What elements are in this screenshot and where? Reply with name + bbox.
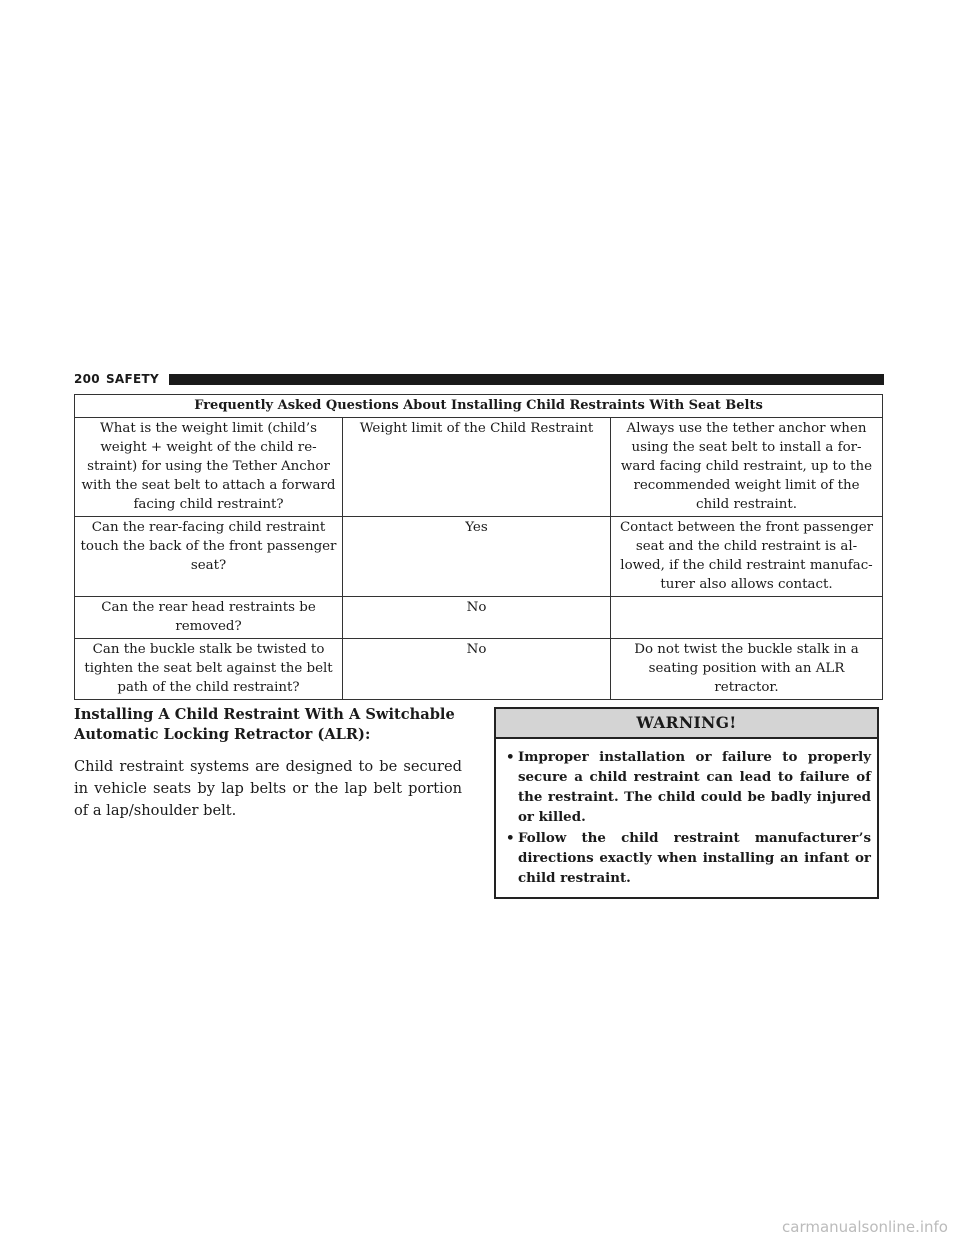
warning-list xyxy=(496,739,877,897)
page-number: 200 xyxy=(74,372,100,386)
question-cell: Can the rear-facing child restraint touch the back of the front passenger seat? xyxy=(75,517,343,597)
warning-text: Improper installation or failure to properly secure a child restraint can lead to failure of the restraint. The child could be badly injured or killed. xyxy=(518,749,871,825)
table-row xyxy=(75,639,883,700)
table-row xyxy=(75,597,883,639)
faq-table-caption: Frequently Asked Questions About Installing Child Restraints With Seat Belts xyxy=(75,395,883,418)
page-label xyxy=(74,372,159,386)
note-cell: Contact between the front passenger seat and the child restraint is al-lowed, if the child restraint manufac-turer also allows contact. xyxy=(611,517,883,597)
bullet-icon: • xyxy=(506,749,515,765)
list-item xyxy=(506,747,871,827)
page-header xyxy=(74,372,884,386)
question-cell: What is the weight limit (child’s weight + weight of the child re-straint) for using the Tether Anchor with the seat belt to attach a forward facing child restraint? xyxy=(75,418,343,517)
warning-text: Follow the child restraint manufacturer’s directions exactly when installing an infant or child restraint. xyxy=(518,830,871,886)
table-row xyxy=(75,517,883,597)
note-cell xyxy=(611,597,883,639)
alr-section xyxy=(74,705,462,822)
table-row xyxy=(75,418,883,517)
section-body: Child restraint systems are designed to be secured in vehicle seats by lap belts or the lap belt portion of a lap/shoulder belt. xyxy=(74,758,462,819)
faq-table xyxy=(74,394,883,700)
warning-heading: WARNING! xyxy=(496,709,877,739)
list-item xyxy=(506,828,871,888)
question-cell: Can the rear head restraints be removed? xyxy=(75,597,343,639)
section-name: SAFETY xyxy=(105,372,159,386)
header-rule xyxy=(169,374,884,385)
question-cell: Can the buckle stalk be twisted to tighten the seat belt against the belt path of the child restraint? xyxy=(75,639,343,700)
answer-cell: Yes xyxy=(343,517,611,597)
section-title: Installing A Child Restraint With A Switchable Automatic Locking Retractor (ALR): xyxy=(74,706,455,743)
warning-box xyxy=(494,707,879,899)
note-cell: Always use the tether anchor when using the seat belt to install a for-ward facing child restraint, up to the recommended weight limit of the child restraint. xyxy=(611,418,883,517)
answer-cell: No xyxy=(343,639,611,700)
answer-cell: Weight limit of the Child Restraint xyxy=(343,418,611,517)
note-cell: Do not twist the buckle stalk in a seating position with an ALR retractor. xyxy=(611,639,883,700)
bullet-icon: • xyxy=(506,830,515,846)
watermark: carmanualsonline.info xyxy=(782,1218,948,1236)
answer-cell: No xyxy=(343,597,611,639)
